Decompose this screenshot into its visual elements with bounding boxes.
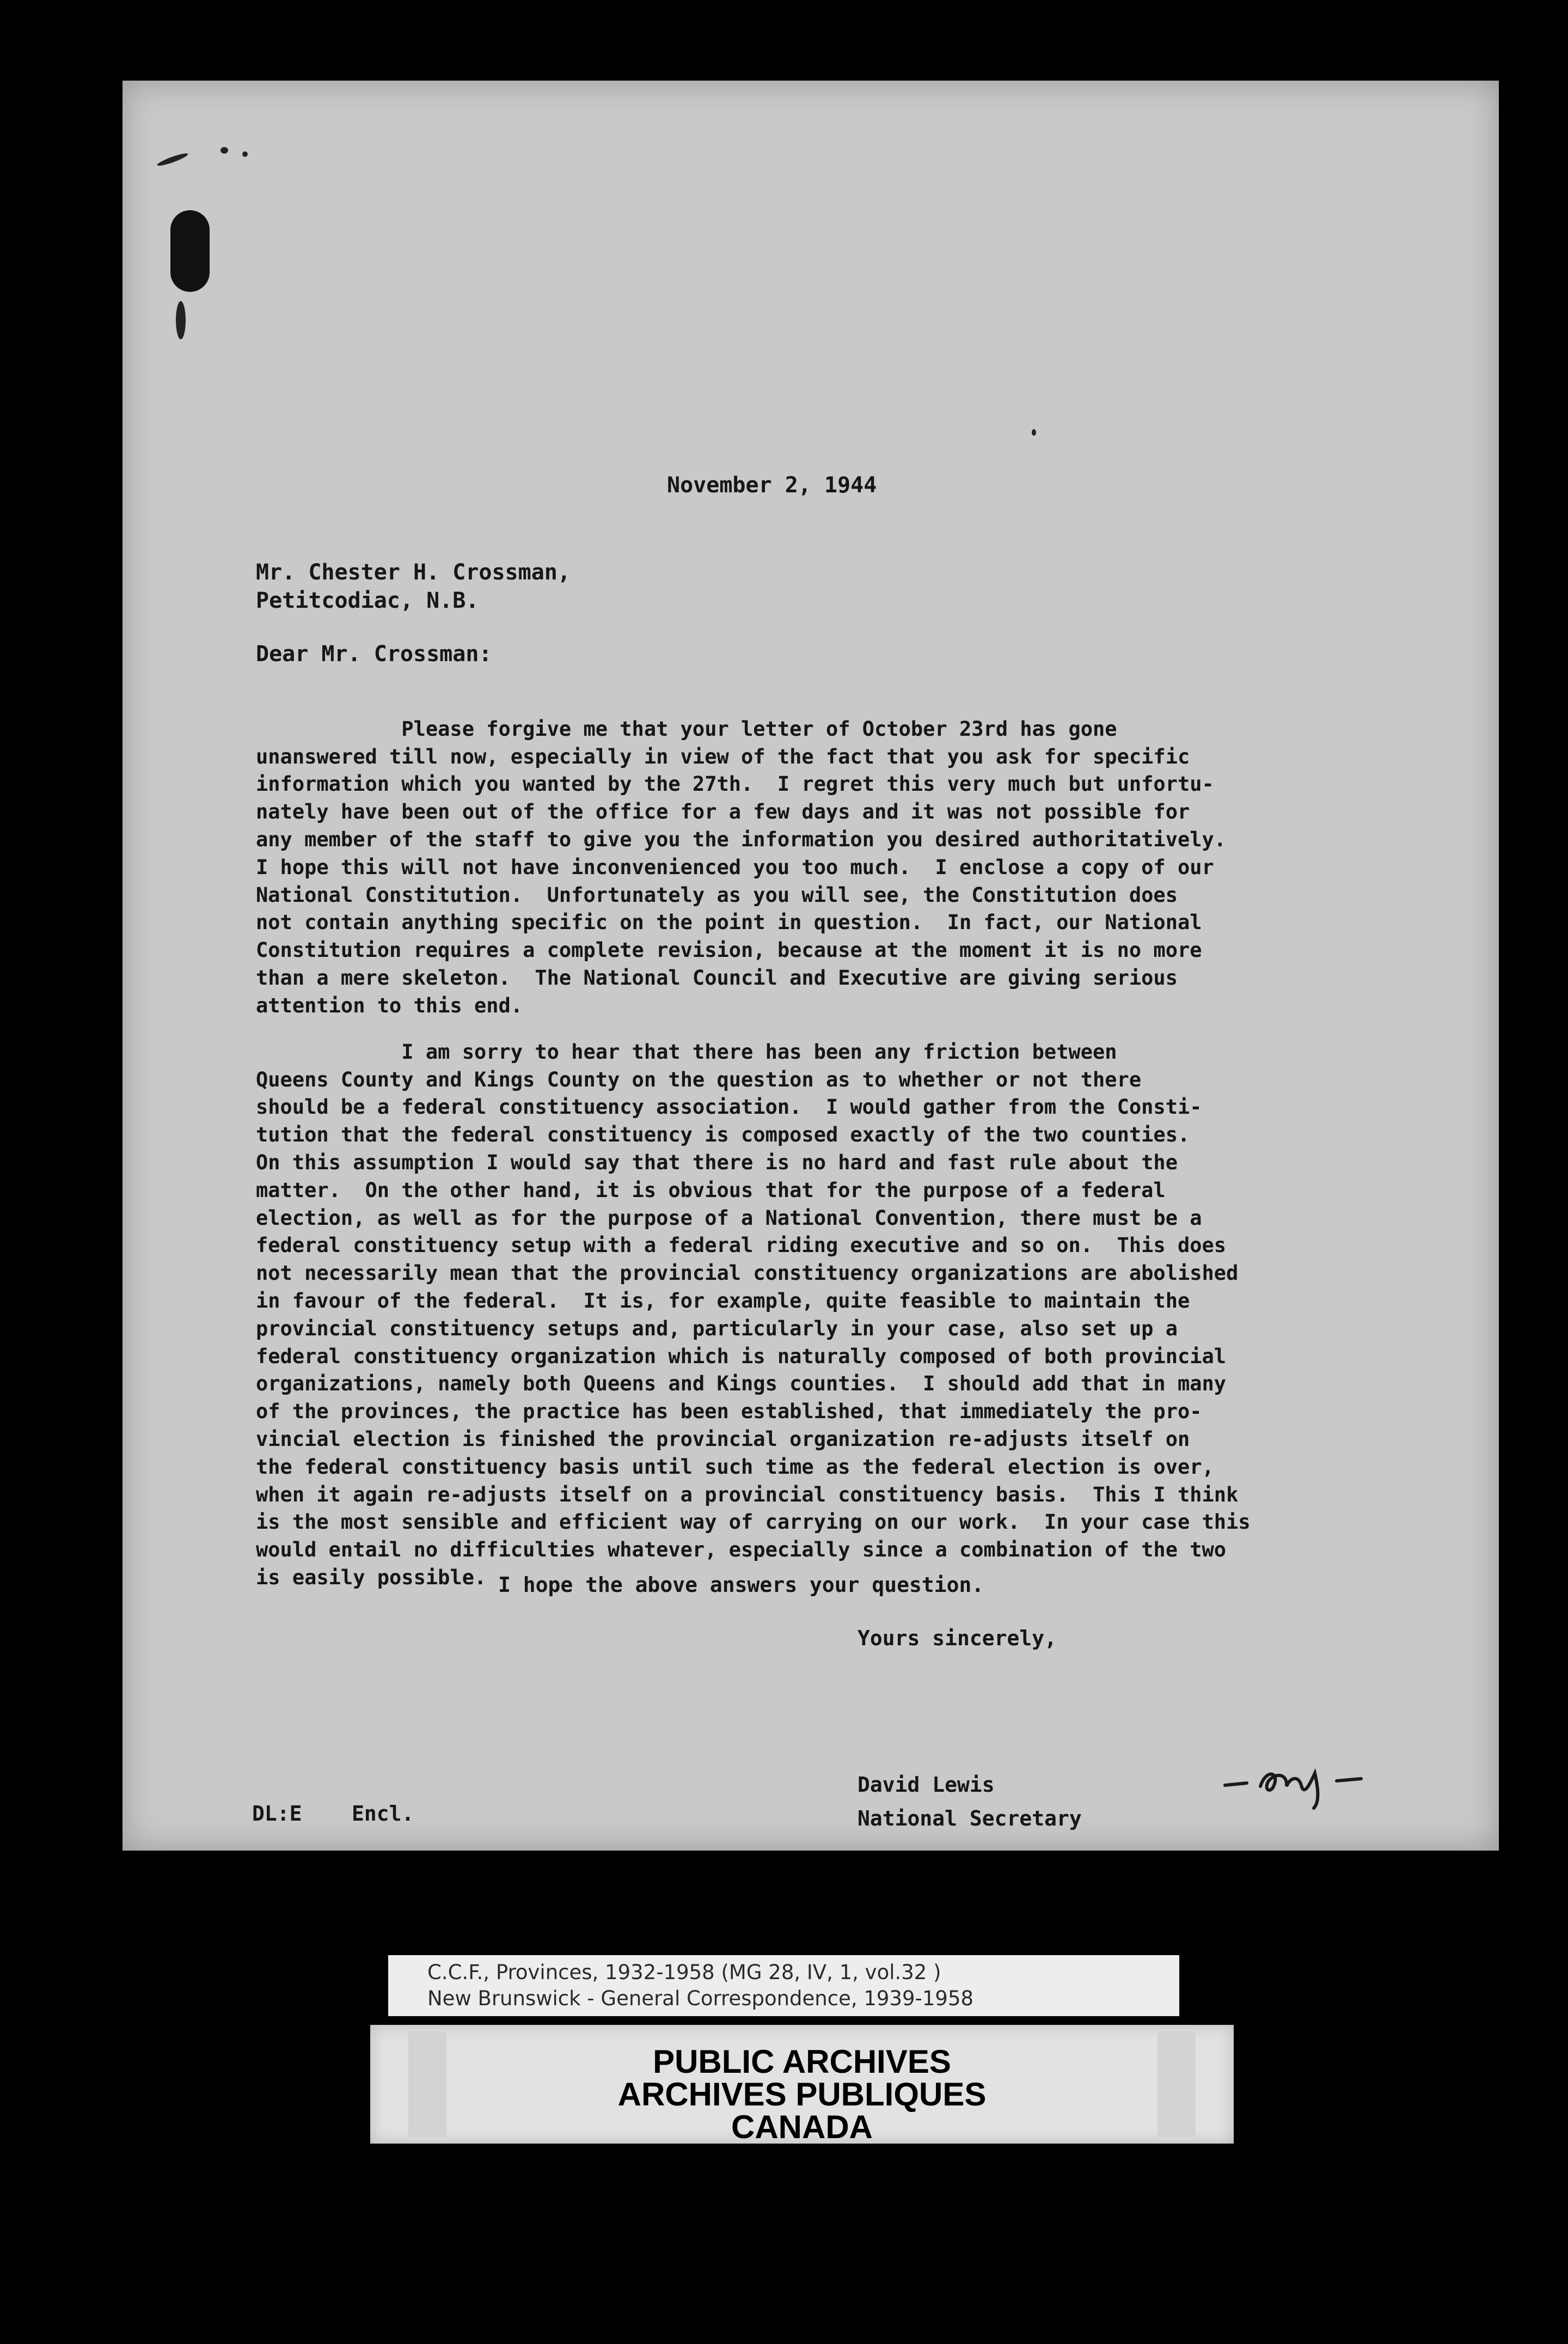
- handwritten-signature: [1222, 1747, 1386, 1812]
- recipient-address: [256, 558, 571, 615]
- paragraph-line: unanswered till now, especially in view of the fact that you ask for specific: [256, 744, 1190, 768]
- paragraph-line: tution that the federal constituency is composed exactly of the two counties.: [256, 1123, 1190, 1147]
- paragraph-line: the federal constituency basis until such time as the federal election is over,: [256, 1455, 1214, 1479]
- body-paragraph-2: [256, 1011, 1251, 1647]
- paragraph-line: matter. On the other hand, it is obvious that for the purpose of a federal: [256, 1178, 1166, 1202]
- paragraph-line: any member of the staff to give you the information you desired authoritatively.: [256, 827, 1227, 851]
- archive-stamp: [370, 2025, 1234, 2144]
- valediction: Yours sincerely,: [857, 1626, 1057, 1650]
- stamp-line-english: PUBLIC ARCHIVES: [653, 2043, 951, 2080]
- signature-block: [857, 1768, 1082, 1835]
- paragraph-line: I am sorry to hear that there has been any friction between: [256, 1040, 1117, 1064]
- letter-date: November 2, 1944: [667, 473, 877, 498]
- letter-page: [122, 81, 1499, 1851]
- closing-line: I hope the above answers your question.: [498, 1573, 984, 1597]
- paragraph-line: Queens County and Kings County on the question as to whether or not there: [256, 1067, 1142, 1091]
- recipient-name: Mr. Chester H. Crossman,: [256, 560, 571, 585]
- paragraph-line: federal constituency organization which is naturally composed of both provincial: [256, 1344, 1227, 1368]
- paragraph-line: is the most sensible and efficient way of carrying on our work. In your case this: [256, 1510, 1251, 1534]
- ink-speck: [242, 151, 248, 157]
- paragraph-line: when it again re-adjusts itself on a provincial constituency basis. This I think: [256, 1482, 1239, 1506]
- archive-collection-line: C.C.F., Provinces, 1932-1958 (MG 28, IV, 1, vol.32 ): [427, 1961, 941, 1984]
- stamp-line-country: CANADA: [731, 2109, 873, 2145]
- paragraph-line: Please forgive me that your letter of October 23rd has gone: [256, 717, 1117, 741]
- recipient-location: Petitcodiac, N.B.: [256, 588, 479, 613]
- paragraph-line: National Constitution. Unfortunately as you will see, the Constitution does: [256, 883, 1178, 907]
- ink-speck: [156, 151, 189, 168]
- paragraph-line: not necessarily mean that the provincial constituency organizations are abolished: [256, 1261, 1239, 1285]
- signer-title: National Secretary: [857, 1806, 1082, 1830]
- paragraph-line: Constitution requires a complete revision, because at the moment it is no more: [256, 938, 1202, 962]
- paragraph-line: is easily possible.: [256, 1565, 487, 1589]
- paragraph-line: than a mere skeleton. The National Council and Executive are giving serious: [256, 966, 1178, 990]
- ink-speck: [176, 301, 186, 339]
- punch-hole: [170, 210, 210, 292]
- paragraph-line: nately have been out of the office for a few days and it was not possible for: [256, 800, 1190, 824]
- paragraph-line: would entail no difficulties whatever, especially since a combination of the two: [256, 1538, 1227, 1562]
- archive-reference-label: [388, 1955, 1179, 2016]
- paragraph-line: federal constituency setup with a federal riding executive and so on. This does: [256, 1234, 1227, 1258]
- salutation: Dear Mr. Crossman:: [256, 642, 492, 667]
- paragraph-line: should be a federal constituency association. I would gather from the Consti-: [256, 1095, 1202, 1119]
- paragraph-line: provincial constituency setups and, particularly in your case, also set up a: [256, 1316, 1178, 1340]
- ink-speck: [1032, 429, 1036, 436]
- signer-name: David Lewis: [857, 1773, 995, 1797]
- paragraph-line: information which you wanted by the 27th. I regret this very much but unfortu-: [256, 772, 1214, 796]
- paragraph-line: election, as well as for the purpose of a National Convention, there must be a: [256, 1206, 1202, 1230]
- paragraph-line: not contain anything specific on the point in question. In fact, our National: [256, 911, 1202, 935]
- paragraph-line: in favour of the federal. It is, for example, quite feasible to maintain the: [256, 1289, 1190, 1313]
- paragraph-line: I hope this will not have inconvenienced you too much. I enclose a copy of our: [256, 855, 1214, 879]
- archive-series-line: New Brunswick - General Correspondence, 1939-1958: [427, 1987, 974, 2010]
- ink-speck: [220, 147, 228, 154]
- stamp-line-french: ARCHIVES PUBLIQUES: [617, 2076, 987, 2113]
- paragraph-line: vincial election is finished the provincial organization re-adjusts itself on: [256, 1427, 1190, 1451]
- paragraph-line: attention to this end.: [256, 993, 523, 1017]
- reference-initials: DL:E Encl.: [252, 1802, 414, 1826]
- paragraph-line: of the provinces, the practice has been established, that immediately the pro-: [256, 1400, 1202, 1424]
- paragraph-line: organizations, namely both Queens and Kings counties. I should add that in many: [256, 1372, 1227, 1396]
- paragraph-line: On this assumption I would say that there is no hard and fast rule about the: [256, 1150, 1178, 1174]
